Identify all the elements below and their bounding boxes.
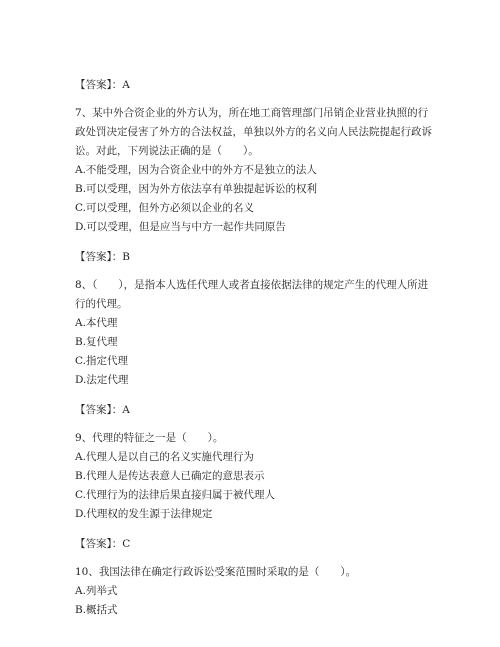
option-d: D.代理权的发生源于法律规定 <box>75 508 213 520</box>
option-b: B.代理人是传达表意人已确定的意思表示 <box>75 470 265 482</box>
option-b: B.可以受理，因为外方依法享有单独提起诉讼的权利 <box>75 183 318 195</box>
answer-label: 【答案】：A <box>75 79 130 91</box>
question-text: 7、某中外合资企业的外方认为，所在地工商管理部门吊销企业营业执照的行政处罚决定侵害了外方的合法权益，单独以外方的名义向人民法院提起行政诉讼。对此，下列说法正确的是（ ）。 <box>75 107 432 157</box>
answer-label: 【答案】：A <box>75 404 130 416</box>
option-d: D.可以受理，但是应当与中方一起作共同原告 <box>75 221 286 233</box>
question-8 <box>75 276 435 390</box>
question-text: 10、我国法律在确定行政诉讼受案范围时采取的是（ ）。 <box>75 566 357 578</box>
question-9 <box>75 429 435 524</box>
question-7 <box>75 104 435 237</box>
option-b: B.复代理 <box>75 336 118 348</box>
question-10 <box>75 563 435 620</box>
option-c: C.可以受理，但外方必须以企业的名义 <box>75 202 254 214</box>
option-b: B.概括式 <box>75 604 118 616</box>
option-c: C.代理行为的法律后果直接归属于被代理人 <box>75 489 275 501</box>
question-text: 9、代理的特征之一是（ ）。 <box>75 432 224 444</box>
spacer <box>75 524 435 535</box>
spacer <box>75 390 435 401</box>
option-a: A.不能受理，因为合资企业中的外方不是独立的法人 <box>75 164 317 176</box>
spacer <box>75 237 435 248</box>
question-text: 8、（ ），是指本人选任代理人或者直接依据法律的规定产生的代理人所进行的代理。 <box>75 279 429 310</box>
answer-label: 【答案】：B <box>75 251 130 263</box>
option-a: A.代理人是以自己的名义实施代理行为 <box>75 451 254 463</box>
option-c: C.指定代理 <box>75 355 128 367</box>
spacer <box>75 95 435 104</box>
exam-page <box>75 76 435 620</box>
answer-label: 【答案】：C <box>75 538 131 550</box>
option-a: A.本代理 <box>75 317 118 329</box>
option-a: A.列举式 <box>75 585 118 597</box>
option-d: D.法定代理 <box>75 374 129 386</box>
spacer <box>75 267 435 276</box>
spacer <box>75 420 435 429</box>
spacer <box>75 554 435 563</box>
